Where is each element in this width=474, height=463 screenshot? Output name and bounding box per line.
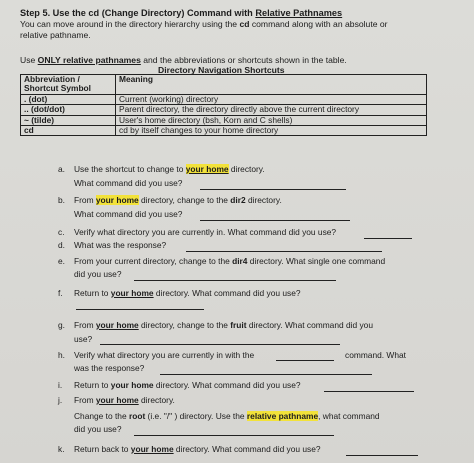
- header-meaning: Meaning: [116, 75, 427, 95]
- question-k-text: [74, 444, 321, 454]
- qf-post: directory. What command did you use?: [153, 288, 301, 298]
- question-h-post: command. What: [345, 350, 406, 360]
- use-prefix: Use: [20, 55, 38, 65]
- row-symbol: .. (dot/dot): [21, 105, 116, 115]
- qb-dir: dir2: [230, 195, 246, 205]
- question-e-text: [74, 256, 385, 266]
- row-symbol: cd: [21, 126, 116, 136]
- step-heading: [20, 8, 342, 18]
- answer-line-j[interactable]: [134, 435, 334, 436]
- question-f-letter: f.: [58, 288, 63, 298]
- qk-home: your home: [130, 444, 174, 454]
- qj-highlight: relative pathname: [246, 411, 319, 421]
- qb-pre: From: [74, 195, 96, 205]
- question-c-text: Verify what directory you are currently in. What command did you use?: [74, 227, 337, 237]
- qf-pre: Return to: [74, 288, 111, 298]
- qk-pre: Return back to: [74, 444, 131, 454]
- question-a-prompt: What command did you use?: [74, 178, 183, 188]
- row-meaning: cd by itself changes to your home directory: [116, 126, 427, 136]
- row-meaning: Current (working) directory: [116, 94, 427, 104]
- qf-home: your home: [110, 288, 154, 298]
- answer-line-b[interactable]: [200, 220, 350, 221]
- qi-post: directory. What command did you use?: [153, 380, 301, 390]
- qg-home: your home: [95, 320, 139, 330]
- row-symbol: ~ (tilde): [21, 115, 116, 125]
- answer-line-f[interactable]: [76, 309, 204, 310]
- question-g-prompt: use?: [74, 334, 93, 344]
- table-header-row: [21, 75, 427, 95]
- question-k-letter: k.: [58, 444, 65, 454]
- question-d-text: What was the response?: [74, 240, 167, 250]
- question-j-letter: j.: [58, 395, 63, 405]
- question-b-text: [74, 195, 282, 205]
- qj-home: your home: [95, 395, 139, 405]
- use-instruction: [20, 55, 347, 65]
- answer-line-k[interactable]: [346, 455, 418, 456]
- qa-pre: Use the shortcut to change to: [74, 164, 186, 174]
- qg-dir: fruit: [230, 320, 247, 330]
- row-symbol: . (dot): [21, 94, 116, 104]
- qj-line2-post: , what command: [318, 411, 380, 421]
- row-meaning: User's home directory (bsh, Korn and C shells): [116, 115, 427, 125]
- answer-line-i[interactable]: [324, 391, 414, 392]
- header-abbreviation: [21, 75, 116, 95]
- shortcuts-table: [20, 74, 427, 136]
- qa-post: directory.: [228, 164, 265, 174]
- answer-line-h[interactable]: [160, 374, 372, 375]
- question-j-line2: [74, 411, 380, 421]
- answer-line-g[interactable]: [100, 344, 340, 345]
- qj-pre: From: [74, 395, 96, 405]
- qb-highlight: your home: [95, 195, 139, 205]
- row-meaning: Parent directory, the directory directly above the current directory: [116, 105, 427, 115]
- qi-home: your home: [110, 380, 154, 390]
- qj-line2-mid: (i.e. "/" ) directory. Use the: [145, 411, 247, 421]
- qg-pre: From: [74, 320, 96, 330]
- step-heading-link: Relative Pathnames: [255, 8, 343, 18]
- qb-mid: directory, change to the: [138, 195, 231, 205]
- question-g-text: [74, 320, 373, 330]
- question-h-prompt: was the response?: [74, 363, 145, 373]
- question-e-prompt: did you use?: [74, 269, 122, 279]
- question-j-text: [74, 395, 175, 405]
- qa-highlight: your home: [185, 164, 229, 174]
- table-caption: Directory Navigation Shortcuts: [158, 65, 285, 75]
- qe-post: directory. What single one command: [247, 256, 386, 266]
- question-i-text: [74, 380, 301, 390]
- use-suffix: and the abbreviations or shortcuts shown in the table.: [140, 55, 347, 65]
- question-g-letter: g.: [58, 320, 65, 330]
- table-row: [21, 115, 427, 125]
- answer-line-c[interactable]: [364, 238, 412, 239]
- use-emph: ONLY relative pathnames: [37, 55, 141, 65]
- intro-text: You can move around in the directory hierarchy using the: [20, 19, 240, 29]
- table-row: [21, 126, 427, 136]
- table-row: [21, 105, 427, 115]
- question-h-letter: h.: [58, 350, 65, 360]
- intro-text-end: command along with an absolute or: [249, 19, 388, 29]
- table-row: [21, 94, 427, 104]
- answer-line-a[interactable]: [200, 189, 346, 190]
- qg-post: directory. What command did you: [246, 320, 373, 330]
- question-h-pre: Verify what directory you are currently in with the: [74, 350, 255, 360]
- qj-line2-pre: Change to the: [74, 411, 129, 421]
- qi-pre: Return to: [74, 380, 111, 390]
- qj-post: directory.: [138, 395, 175, 405]
- qj-root: root: [128, 411, 146, 421]
- header-abbrev-line1: Abbreviation /: [24, 74, 80, 84]
- header-abbrev-line2: Shortcut Symbol: [24, 83, 92, 94]
- question-f-text: [74, 288, 301, 298]
- qb-post: directory.: [245, 195, 282, 205]
- step-heading-prefix: Step 5. Use the cd (Change Directory) Command with: [20, 8, 256, 18]
- question-a-letter: a.: [58, 164, 65, 174]
- question-j-prompt: did you use?: [74, 424, 122, 434]
- qk-post: directory. What command did you use?: [173, 444, 321, 454]
- question-b-prompt: What command did you use?: [74, 209, 183, 219]
- answer-line-d[interactable]: [186, 251, 382, 252]
- qe-pre: From your current directory, change to the: [74, 256, 233, 266]
- answer-line-e[interactable]: [134, 280, 336, 281]
- intro-line-1: [20, 19, 388, 29]
- qe-dir: dir4: [232, 256, 248, 266]
- question-d-letter: d.: [58, 240, 65, 250]
- question-b-letter: b.: [58, 195, 65, 205]
- question-a-text: [74, 164, 265, 174]
- qg-mid: directory, change to the: [138, 320, 231, 330]
- answer-line-h-command[interactable]: [276, 360, 334, 361]
- intro-cd: cd: [239, 19, 250, 29]
- question-i-letter: i.: [58, 380, 63, 390]
- intro-line-2: relative pathname.: [20, 30, 91, 40]
- question-c-letter: c.: [58, 227, 65, 237]
- question-e-letter: e.: [58, 256, 65, 266]
